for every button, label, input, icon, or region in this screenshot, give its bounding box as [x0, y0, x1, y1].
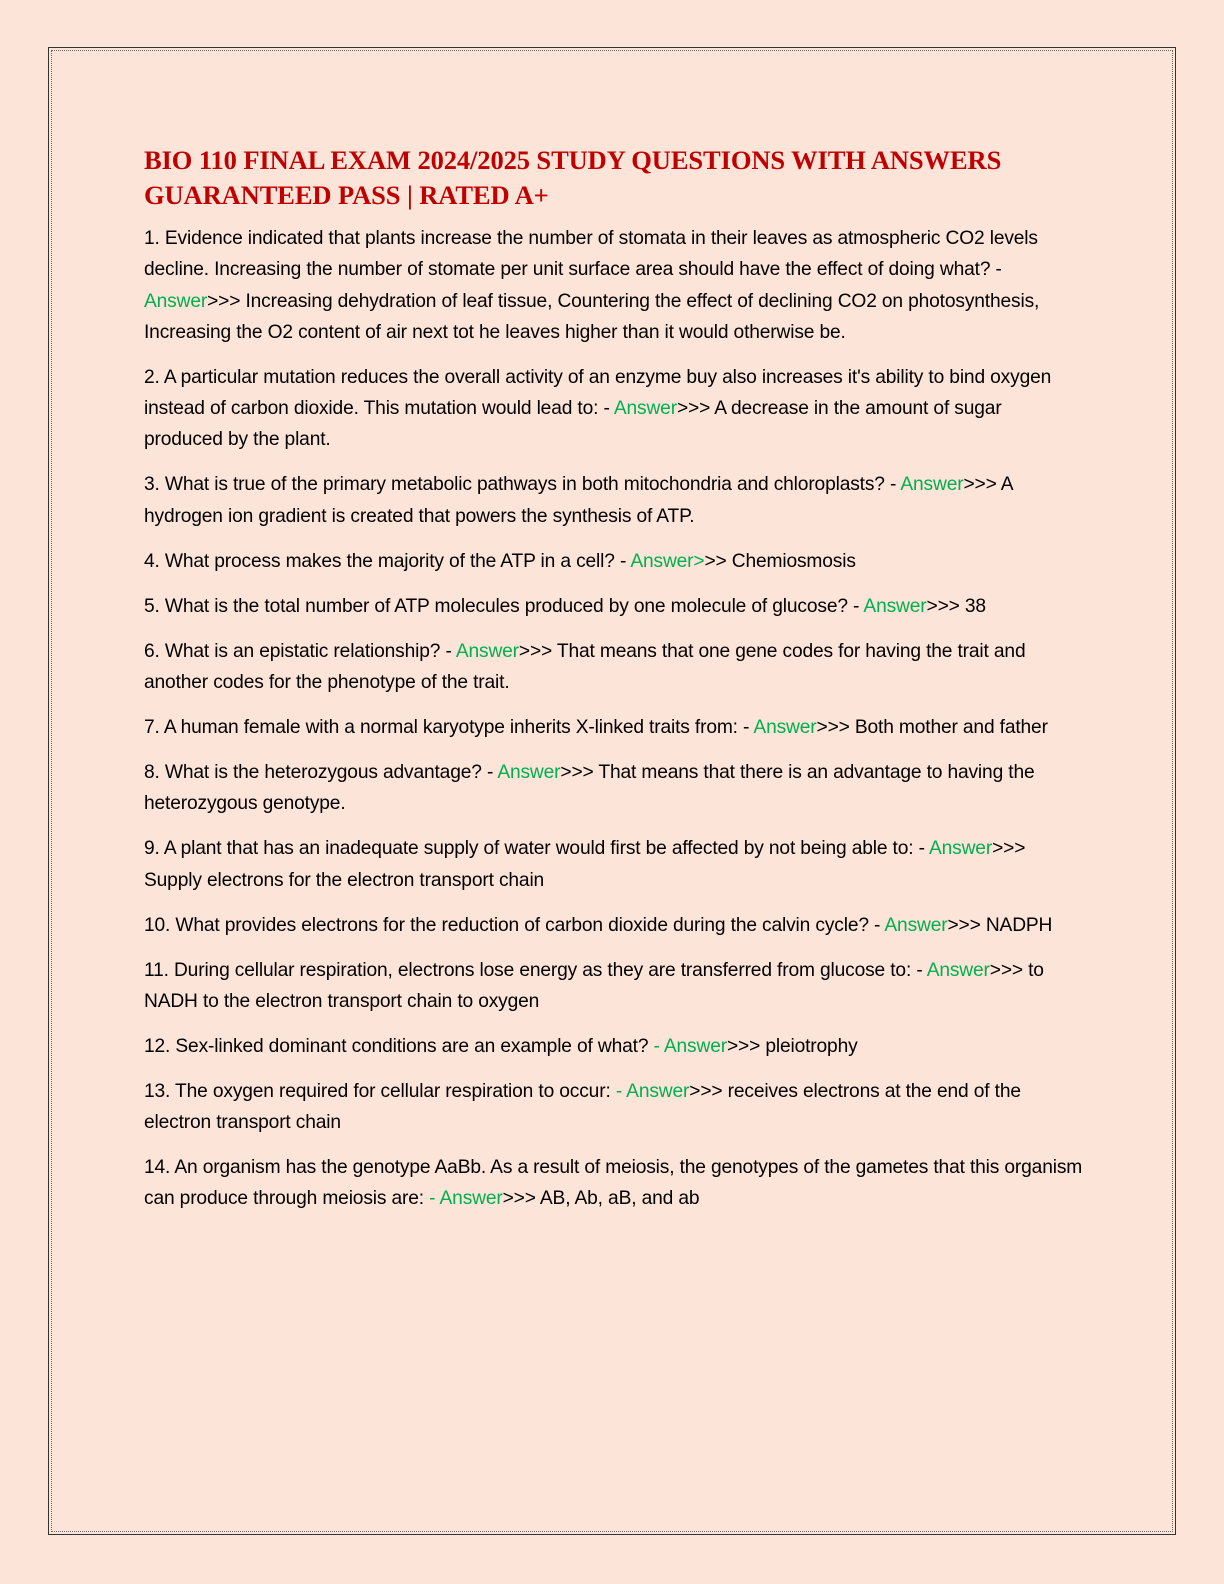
qa-item [144, 712, 1084, 743]
answer-text: >>> to NADH to the electron transport chain to oxygen [144, 959, 1044, 1012]
answer-label: Answer> [630, 550, 705, 572]
qa-item [144, 469, 1084, 532]
question-text: 12. Sex-linked dominant conditions are an example of what? [144, 1035, 654, 1057]
answer-label: Answer [900, 474, 964, 496]
answer-label: Answer [928, 838, 993, 860]
question-text: 2. A particular mutation reduces the overall activity of an enzyme buy also increases it's ability to bind oxygen instead of carbon dioxide. This mutation would lead to: - [144, 366, 1052, 420]
answer-text: >>> A decrease in the amount of sugar produced by the plant. [144, 398, 1002, 451]
answer-text: >>> That means that one gene codes for having the trait and another codes for the phenotype of the trait. [144, 640, 1026, 693]
qa-item [144, 362, 1084, 456]
answer-text: >>> pleiotrophy [726, 1035, 858, 1057]
qa-list [144, 223, 1084, 1215]
question-text: 8. What is the heterozygous advantage? - [144, 761, 498, 783]
question-text: 13. The oxygen required for cellular respiration to occur: [144, 1080, 616, 1102]
answer-label: Answer [613, 398, 677, 420]
answer-label: Answer [926, 959, 990, 981]
answer-label: Answer [144, 290, 208, 312]
answer-label: Answer [753, 716, 817, 738]
answer-label: Answer [863, 595, 927, 617]
qa-item [144, 1031, 1084, 1062]
answer-text: >>> 38 [926, 595, 986, 617]
answer-label: - Answer [429, 1188, 503, 1210]
qa-item [144, 223, 1084, 348]
qa-item [144, 591, 1084, 622]
answer-text: >>> NADPH [947, 914, 1053, 936]
qa-item [144, 757, 1084, 820]
answer-text: >>> AB, Ab, aB, and ab [502, 1188, 700, 1210]
answer-text: >> Chemiosmosis [704, 550, 856, 572]
qa-item [144, 833, 1084, 896]
answer-label: Answer [497, 761, 561, 783]
question-text: 1. Evidence indicated that plants increase the number of stomata in their leaves as atmospheric CO2 levels decline. Increasing the number of stomate per unit surface area should have the effect of doing what? - [144, 228, 1038, 281]
answer-label: - Answer [653, 1035, 727, 1057]
qa-item [144, 910, 1084, 941]
answer-text: >>> receives electrons at the end of the electron transport chain [144, 1080, 1021, 1134]
document-body [144, 143, 1084, 1228]
answer-label: - Answer [615, 1080, 690, 1102]
answer-label: Answer [884, 914, 948, 936]
question-text: 3. What is true of the primary metabolic pathways in both mitochondria and chloroplasts? - [144, 474, 901, 496]
answer-text: >>> Supply electrons for the electron transport chain [144, 838, 1026, 891]
answer-label: Answer [455, 640, 519, 662]
qa-item [144, 1152, 1084, 1215]
question-text: 9. A plant that has an inadequate supply of water would first be affected by not being able to: - [144, 838, 929, 860]
answer-text: >>> That means that there is an advantage to having the heterozygous genotype. [144, 761, 1035, 815]
qa-item [144, 636, 1084, 699]
answer-text: >>> Increasing dehydration of leaf tissue, Countering the effect of declining CO2 on photosynthesis, Increasing the O2 content of air next tot he leaves higher than it would otherwise be. [144, 290, 1040, 343]
qa-item [144, 1076, 1084, 1139]
question-text: 4. What process makes the majority of the ATP in a cell? - [144, 550, 631, 572]
answer-text: >>> Both mother and father [816, 716, 1048, 738]
question-text: 6. What is an epistatic relationship? - [144, 640, 456, 662]
qa-item [144, 546, 1084, 577]
question-text: 10. What provides electrons for the reduction of carbon dioxide during the calvin cycle? - [144, 914, 885, 936]
question-text: 14. An organism has the genotype AaBb. As a result of meiosis, the genotypes of the gametes that this organism can produce through meiosis are: [144, 1157, 1083, 1210]
answer-text: >>> A hydrogen ion gradient is created that powers the synthesis of ATP. [144, 474, 1013, 527]
question-text: 7. A human female with a normal karyotype inherits X-linked traits from: - [144, 716, 754, 738]
question-text: 11. During cellular respiration, electrons lose energy as they are transferred from glucose to: - [144, 959, 927, 981]
document-title: BIO 110 FINAL EXAM 2024/2025 STUDY QUESTIONS WITH ANSWERS GUARANTEED PASS | RATED A+ [144, 145, 1002, 210]
question-text: 5. What is the total number of ATP molecules produced by one molecule of glucose? - [144, 595, 864, 617]
qa-item [144, 955, 1084, 1018]
